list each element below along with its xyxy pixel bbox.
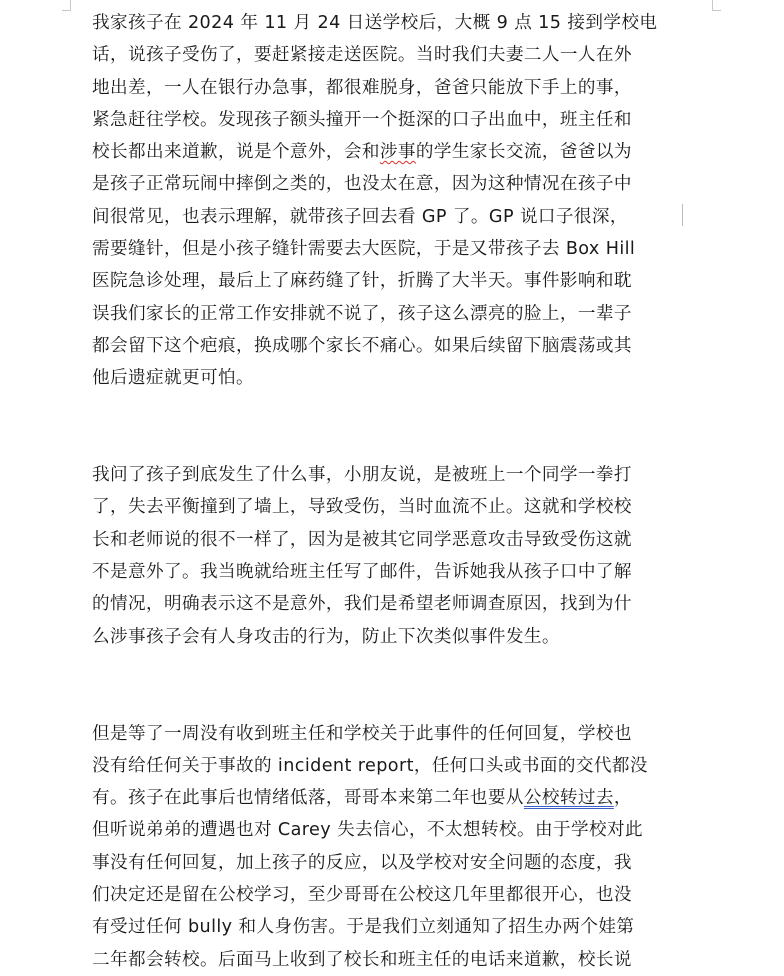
text-run: 么涉事孩子会有人身攻击的行为，防止下次类似事件发生。 [92,626,560,647]
text-run: 事没有任何回复，加上孩子的反应，以及学校对安全问题的态度，我 [92,852,632,873]
text-run: 但听说弟弟的遭遇也对 Carey 失去信心，不太想转校。由于学校对此 [92,820,643,841]
text-line[interactable] [92,718,702,750]
text-run: 们决定还是留在公校学习，至少哥哥在公校这几年里都很开心，也没 [92,885,632,906]
text-line[interactable] [92,556,702,588]
text-run: 有受过任何 bully 和人身伤害。于是我们立刻通知了招生办两个娃第 [92,917,635,938]
blank-line [92,685,702,717]
text-line[interactable] [92,265,702,297]
text-line[interactable] [92,782,702,814]
text-line[interactable] [92,911,702,943]
text-run: 长和老师说的很不一样了，因为是被其它同学恶意攻击导致受伤这就 [92,529,632,550]
paragraph-2[interactable] [92,459,702,653]
text-run: 间很常见，也表示理解，就带孩子回去看 GP 了。GP 说口子很深， [92,206,628,227]
text-line[interactable] [92,524,702,556]
text-line[interactable] [92,233,702,265]
crop-mark-top-right [712,0,713,10]
text-line[interactable] [92,621,702,653]
paragraph-3[interactable] [92,718,702,976]
text-run: 我问了孩子到底发生了什么事，小朋友说，是被班上一个同学一拳打 [92,465,632,486]
text-run: 需要缝针，但是小孩子缝针需要去大医院，于是又带孩子去 Box Hill [92,239,636,260]
text-line[interactable] [92,491,702,523]
text-line[interactable] [92,879,702,911]
text-run: 话，说孩子受伤了，要赶紧接走送医院。当时我们夫妻二人一人在外 [92,45,632,66]
text-run: 的学生家长交流，爸爸以为 [415,142,632,163]
crop-mark-top-left [70,0,71,10]
text-line[interactable] [92,588,702,620]
text-run: 误我们家长的正常工作安排就不说了，孩子这么漂亮的脸上，一辈子 [92,303,632,324]
paragraph-1[interactable] [92,7,702,395]
text-run: 地出差，一人在银行办急事，都很难脱身，爸爸只能放下手上的事， [92,77,632,98]
text-line[interactable] [92,7,702,39]
text-run: 紧急赶往学校。发现孩子额头撞开一个挺深的口子出血中，班主任和 [92,109,632,130]
text-cursor [682,204,683,226]
text-run: ， [613,788,632,809]
text-line[interactable] [92,847,702,879]
text-line[interactable] [92,459,702,491]
text-run: 医院急诊处理，最后上了麻药缝了针，折腾了大半天。事件影响和耽 [92,271,632,292]
document-body[interactable] [92,7,702,976]
text-run: 二年都会转校。后面马上收到了校长和班主任的电话来道歉，校长说 [92,949,632,970]
spellcheck-flagged-word: 涉事 [379,142,416,163]
text-run: 但是等了一周没有收到班主任和学校关于此事件的任何回复，学校也 [92,723,632,744]
text-line[interactable] [92,168,702,200]
grammar-flagged-phrase: 公校转过去 [523,788,614,809]
text-run: 有。孩子在此事后也情绪低落，哥哥本来第二年也要从 [92,788,524,809]
text-run: 我家孩子在 2024 年 11 月 24 日送学校后，大概 9 点 15 接到学校电 [92,13,658,33]
text-line[interactable] [92,136,702,168]
text-run: 不是意外了。我当晚就给班主任写了邮件，告诉她我从孩子口中了解 [92,562,632,583]
blank-line [92,395,702,427]
blank-line [92,427,702,459]
text-run: 他后遗症就更可怕。 [92,368,254,389]
text-line[interactable] [92,39,702,71]
text-line[interactable] [92,298,702,330]
text-line[interactable] [92,814,702,846]
text-line[interactable] [92,944,702,976]
text-run: 的情况，明确表示这不是意外，我们是希望老师调查原因，找到为什 [92,594,632,615]
text-run: 没有给任何关于事故的 incident report，任何口头或书面的交代都没 [92,755,648,776]
text-line[interactable] [92,362,702,394]
blank-line [92,653,702,685]
crop-mark-top-left-horizontal [62,10,71,11]
text-line[interactable] [92,201,702,233]
text-line[interactable] [92,72,702,104]
text-line[interactable] [92,104,702,136]
text-run: 是孩子正常玩闹中摔倒之类的，也没太在意，因为这种情况在孩子中 [92,174,632,195]
text-line[interactable] [92,330,702,362]
text-run: 了，失去平衡撞到了墙上，导致受伤，当时血流不止。这就和学校校 [92,497,632,518]
text-run: 校长都出来道歉，说是个意外，会和 [92,142,380,163]
text-line[interactable] [92,750,702,782]
crop-mark-top-right-horizontal [712,10,721,11]
text-run: 都会留下这个疤痕，换成哪个家长不痛心。如果后续留下脑震荡或其 [92,335,632,356]
